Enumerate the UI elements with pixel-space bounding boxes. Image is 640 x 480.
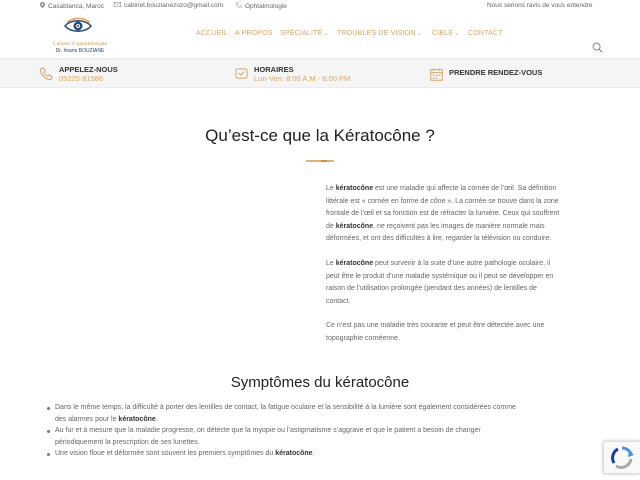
keyword-highlight: kératocône: [335, 260, 374, 267]
recaptcha-icon: [610, 446, 634, 470]
top-notice: [487, 2, 593, 9]
call-us-title: APPELEZ-NOUS: [59, 65, 118, 74]
nav-contact-label: CONTACT: [468, 30, 503, 37]
text-line: Au fur et à mesure que la maladie progresse, on détecte que la myopie ou l’astigmatisme s’aggrave et que le patient a besoin de changer: [55, 427, 481, 434]
causes-paragraph: [326, 258, 606, 308]
specialty-text: Ophtalmologie: [245, 2, 287, 10]
text-line: Le kératocône peut survenir à la suite d’une autre pathologie oculaire, il: [326, 260, 551, 267]
detection-paragraph: [326, 320, 606, 345]
phone-icon: [236, 2, 242, 10]
text-line: Dans le même temps, la difficulté à porter des lentilles de contact, la fatigue oculaire et la sensibilité à la lumière sont également considérées comme: [55, 404, 516, 411]
nav-a-propos[interactable]: [235, 30, 273, 37]
text-line: Ce n’est pas une maladie très courante et peut être détectée avec une: [326, 322, 545, 329]
keyword-highlight: kératocône: [335, 222, 374, 230]
clock-icon: [235, 67, 248, 80]
nav-accueil[interactable]: [196, 30, 228, 37]
chevron-down-icon: ⌄: [323, 31, 329, 37]
appointment-block[interactable]: [430, 68, 542, 81]
info-bar: [0, 58, 640, 88]
chevron-down-icon: ⌄: [416, 31, 422, 37]
intro-paragraph: [326, 183, 606, 246]
keyword-highlight: kératocône: [335, 185, 374, 192]
logo-title: Cabinet d'ophtalmologie: [53, 41, 107, 47]
logo[interactable]: [40, 15, 120, 57]
nav-cible-label: CIBLE: [432, 30, 454, 37]
text-line: topographie cornéenne.: [326, 334, 400, 342]
email-link[interactable]: cabinet.bouzianezozo@gmail.com: [124, 2, 224, 9]
hours-title: HORAIRES: [254, 65, 294, 74]
text-line: des alarmes pour le kératocône.: [55, 415, 158, 423]
map-pin-icon: [40, 2, 45, 10]
nav-troubles-de-vision[interactable]: [337, 30, 422, 37]
text-line: Le kératocône est une maladie qui affecte la cornée de l’œil. Sa définition: [326, 185, 557, 192]
page-title: Qu’est-ce que la Kératocône ?: [205, 126, 435, 145]
nav-specialite[interactable]: [280, 30, 329, 37]
chevron-down-icon: ⌄: [454, 31, 460, 37]
text-line: périodiquement la prescription de ses lunettes.: [55, 438, 200, 446]
symptoms-title: Symptômes du kératocône: [230, 374, 410, 391]
hours-value: Lun-Ven: 8:00 A.M - 6:00 PM: [254, 74, 351, 83]
text-line: littérale est « cornée en forme de cône ». La cornée se trouve dans la zone: [326, 197, 559, 205]
text-line: déformées, et ont des difficultés à lire, regarder la télévision ou conduire.: [326, 235, 552, 242]
nav-cible[interactable]: [432, 30, 459, 37]
top-notice-text: Nous serions ravis de vous entendre: [487, 2, 593, 9]
eye-logo-icon: [64, 17, 92, 34]
hours-block: [235, 65, 350, 83]
title-divider: [306, 160, 334, 162]
envelope-icon: [114, 2, 121, 9]
symptom-item: [46, 448, 606, 460]
site-header: [0, 12, 640, 58]
phone-icon: [40, 67, 53, 80]
search-icon[interactable]: [592, 42, 603, 53]
recaptcha-badge[interactable]: [603, 441, 640, 474]
phone-number[interactable]: 05225-81586: [59, 74, 104, 83]
symptoms-list: [46, 402, 606, 460]
location-item: [40, 2, 104, 10]
text-line: de kératocône, ne reçoivent pas les images de manière normale mais: [326, 222, 545, 230]
text-line: raison de l’utilisation prolongée (pendant des années) de lentilles de: [326, 285, 537, 292]
nav-specialite-label: SPÉCIALITÉ: [280, 30, 323, 37]
symptom-item: [46, 425, 606, 448]
nav-a-propos-label: A PROPOS: [235, 30, 273, 37]
text-line: Une vision floue et déformée sont souvent les premiers symptômes du kératocône.: [55, 450, 315, 457]
nav-accueil-label: ACCUEIL: [196, 30, 228, 37]
appointment-link[interactable]: PRENDRE RENDEZ-VOUS: [449, 68, 543, 77]
calendar-icon: [430, 68, 443, 81]
keyword-highlight: kératocône: [118, 415, 156, 423]
location-text: Casablanca, Maroc: [48, 2, 104, 10]
text-line: contact.: [326, 297, 351, 305]
nav-contact[interactable]: [468, 30, 503, 37]
top-bar: [0, 0, 640, 12]
call-us-block[interactable]: [40, 65, 118, 83]
symptom-item: [46, 402, 606, 425]
keyword-highlight: kératocône: [275, 450, 313, 457]
specialty-item: [236, 2, 287, 10]
email-item[interactable]: [114, 2, 223, 9]
logo-doctor-name: Dr. Imane BOUZIANE: [55, 48, 105, 54]
text-line: frontale de l’œil et sa fonction est de réfracter la lumière. Ceux qui souffrent: [326, 210, 560, 217]
nav-troubles-label: TROUBLES DE VISION: [337, 30, 416, 37]
text-line: peut être le produit d’une maladie systémique ou il peut se développer en: [326, 272, 554, 280]
